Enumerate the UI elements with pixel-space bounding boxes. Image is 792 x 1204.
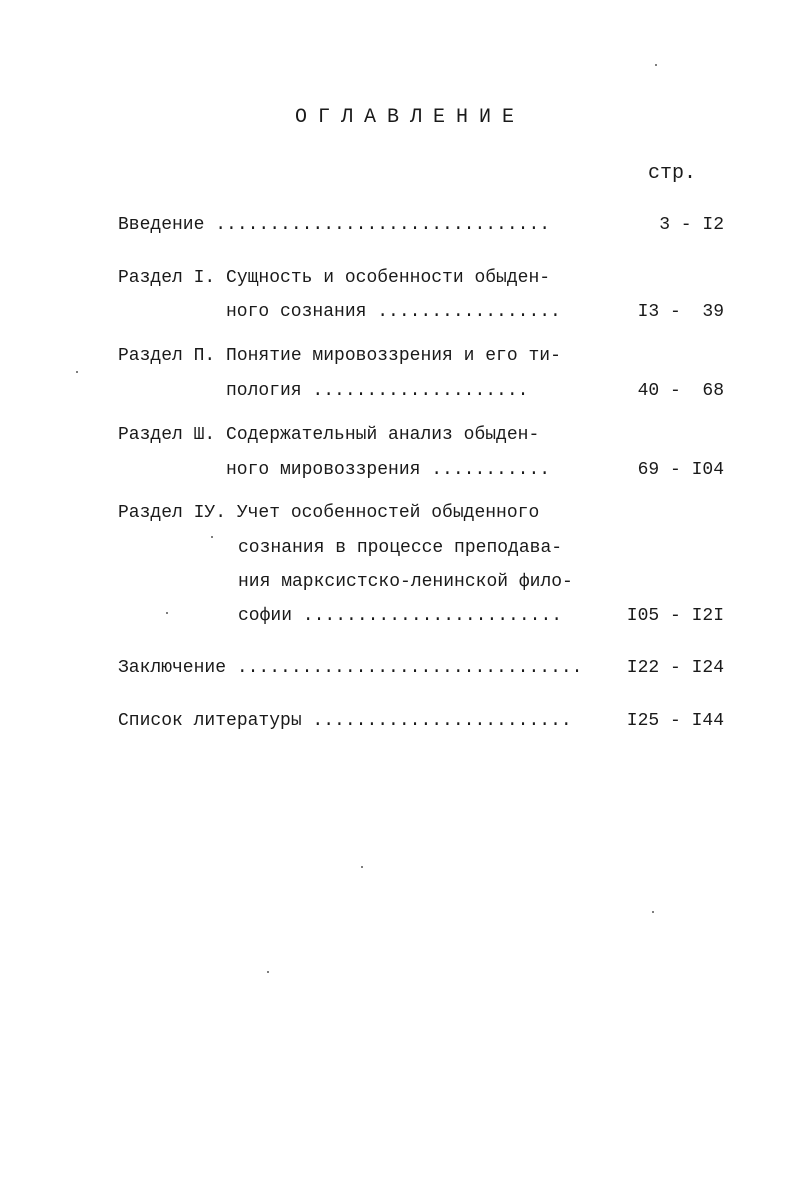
paper-speck <box>652 911 654 913</box>
paper-speck <box>361 866 363 868</box>
toc-entry-section-4-line-1: Раздел IУ. Учет особенностей обыденного <box>118 503 540 523</box>
toc-entry-section-2-line-1: Раздел П. Понятие мировоззрения и его ти- <box>118 346 561 366</box>
toc-entry-section-1-pages: I3 - 39 <box>637 302 724 322</box>
toc-entry-bibliography-line-1: Список литературы ........................ <box>118 711 572 731</box>
toc-entry-section-2-pages: 40 - 68 <box>637 381 724 401</box>
paper-speck <box>211 536 213 538</box>
paper-speck <box>267 971 269 973</box>
toc-entry-section-1-line-1: Раздел I. Сущность и особенности обыден- <box>118 268 551 288</box>
toc-entry-bibliography-pages: I25 - I44 <box>626 711 724 731</box>
page-title: ОГЛАВЛЕНИЕ <box>294 106 526 129</box>
pages-column-label: стр. <box>648 162 697 185</box>
toc-entry-conclusion-line-1: Заключение ................................ <box>118 658 583 678</box>
toc-entry-conclusion-pages: I22 - I24 <box>626 658 724 678</box>
toc-entry-section-4-line-4: софии ........................ <box>238 606 563 626</box>
paper-speck <box>76 371 78 373</box>
toc-entry-section-3-pages: 69 - I04 <box>637 460 724 480</box>
toc-entry-introduction-pages: 3 - I2 <box>659 215 724 235</box>
toc-entry-section-3-line-2: ного мировоззрения ........... <box>226 460 551 480</box>
toc-entry-section-2-line-2: пология .................... <box>226 381 529 401</box>
toc-entry-section-4-pages: I05 - I2I <box>626 606 724 626</box>
toc-entry-section-3-line-1: Раздел Ш. Содержательный анализ обыден- <box>118 425 540 445</box>
toc-entry-introduction-line-1: Введение ............................... <box>118 215 551 235</box>
paper-speck <box>655 64 657 66</box>
toc-entry-section-4-line-2: сознания в процессе преподава- <box>238 538 563 558</box>
toc-entry-section-4-line-3: ния марксистско-ленинской фило- <box>238 572 573 592</box>
paper-speck <box>166 612 168 614</box>
toc-entry-section-1-line-2: ного сознания ................. <box>226 302 561 322</box>
